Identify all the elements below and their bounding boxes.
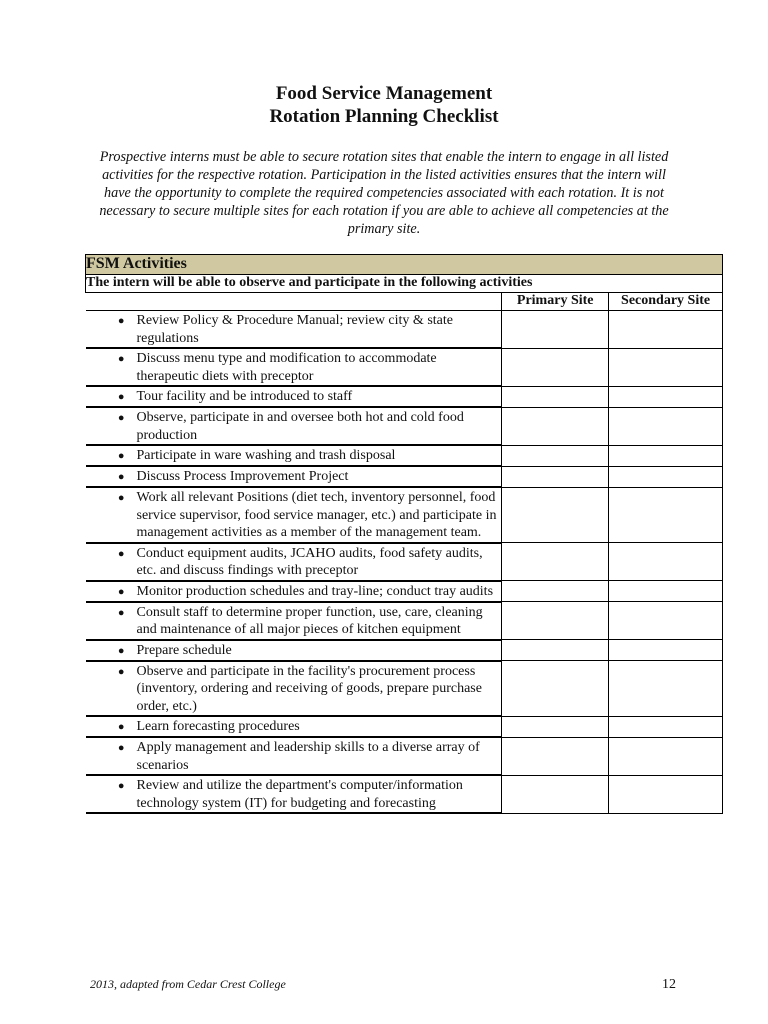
bullet-icon: ●: [117, 450, 125, 462]
activity-cell: [86, 775, 502, 813]
activity-column-header: [86, 293, 502, 311]
bullet-icon: ●: [117, 742, 125, 754]
bullet-icon: ●: [117, 412, 125, 424]
primary-site-cell[interactable]: [502, 407, 609, 445]
primary-site-cell[interactable]: [502, 602, 609, 640]
footer-credit: 2013, adapted from Cedar Crest College: [90, 977, 286, 991]
column-header-row: [86, 293, 723, 311]
activity-row: [86, 661, 723, 717]
secondary-site-header: Secondary Site: [609, 293, 723, 311]
primary-site-cell[interactable]: [502, 386, 609, 407]
secondary-site-cell[interactable]: [609, 348, 723, 386]
activity-row: [86, 407, 723, 445]
document-title: Food Service Management: [275, 83, 493, 104]
activity-cell: [86, 348, 502, 386]
checklist-table: [85, 254, 723, 814]
activity-row: [86, 487, 723, 543]
secondary-site-cell[interactable]: [609, 407, 723, 445]
activity-text: Apply management and leadership skills to a diverse array of scenarios: [136, 740, 480, 773]
bullet-icon: ●: [117, 606, 125, 619]
activity-text: Discuss menu type and modification to accommodate therapeutic diets with preceptor: [136, 351, 437, 384]
page-number: 12: [662, 977, 676, 992]
primary-site-cell[interactable]: [502, 737, 609, 775]
secondary-site-cell[interactable]: [609, 581, 723, 602]
bullet-icon: ●: [117, 353, 125, 365]
primary-site-header: Primary Site: [502, 293, 609, 311]
activity-text: Discuss Process Improvement Project: [136, 469, 349, 484]
activity-row: [86, 640, 723, 661]
activity-row: [86, 311, 723, 349]
secondary-site-cell[interactable]: [609, 311, 723, 349]
activity-cell: [86, 737, 502, 775]
secondary-site-cell[interactable]: [609, 661, 723, 717]
primary-site-cell[interactable]: [502, 640, 609, 661]
secondary-site-cell[interactable]: [609, 737, 723, 775]
secondary-site-cell[interactable]: [609, 602, 723, 640]
primary-site-cell[interactable]: [502, 348, 609, 386]
activity-text: Participate in ware washing and trash disposal: [136, 448, 396, 463]
bullet-icon: ●: [117, 391, 125, 403]
section-header-row: [86, 255, 723, 275]
bullet-icon: ●: [117, 780, 125, 792]
activity-text: Conduct equipment audits, JCAHO audits, food safety audits, etc. and discuss findings with preceptor: [136, 545, 483, 578]
activity-row: [86, 775, 723, 813]
activity-text: Prepare schedule: [136, 642, 232, 658]
activity-cell: [86, 581, 502, 602]
primary-site-cell[interactable]: [502, 311, 609, 349]
bullet-icon: ●: [117, 644, 125, 657]
activity-cell: [86, 640, 502, 661]
bullet-icon: ●: [117, 585, 125, 598]
activity-cell: [86, 716, 502, 737]
secondary-site-cell[interactable]: [609, 445, 723, 466]
activity-text: Work all relevant Positions (diet tech, inventory personnel, food service supervisor, food service manager, etc.) and participate in management activities as a member of the management team.: [136, 490, 497, 540]
activity-cell: [86, 602, 502, 640]
primary-site-cell[interactable]: [502, 661, 609, 717]
activity-row: [86, 716, 723, 737]
secondary-site-cell[interactable]: [609, 487, 723, 543]
activity-cell: [86, 445, 502, 466]
activity-text: Review Policy & Procedure Manual; review city & state regulations: [136, 313, 453, 346]
bullet-icon: ●: [117, 721, 125, 733]
activity-text: Tour facility and be introduced to staff: [136, 389, 353, 404]
secondary-site-cell[interactable]: [609, 386, 723, 407]
secondary-site-cell[interactable]: [609, 466, 723, 487]
primary-site-cell[interactable]: [502, 775, 609, 813]
section-subtitle: The intern will be able to observe and participate in the following activities: [86, 275, 723, 293]
activity-cell: [86, 466, 502, 487]
activity-cell: [86, 311, 502, 349]
activity-cell: [86, 661, 502, 717]
secondary-site-cell[interactable]: [609, 543, 723, 581]
document-subtitle: Rotation Planning Checklist: [269, 106, 499, 127]
bullet-icon: ●: [117, 471, 125, 483]
activity-row: [86, 543, 723, 581]
activity-text: Monitor production schedules and tray-line; conduct tray audits: [136, 583, 494, 599]
bullet-icon: ●: [117, 492, 125, 504]
secondary-site-cell[interactable]: [609, 640, 723, 661]
primary-site-cell[interactable]: [502, 466, 609, 487]
activity-cell: [86, 407, 502, 445]
activity-row: [86, 602, 723, 640]
activity-text: Consult staff to determine proper function, use, care, cleaning and maintenance of all major pieces of kitchen equipment: [136, 604, 483, 637]
activity-text: Learn forecasting procedures: [136, 719, 300, 734]
primary-site-cell[interactable]: [502, 445, 609, 466]
activity-text: Review and utilize the department's computer/information technology system (IT) for budgeting and forecasting: [136, 778, 463, 811]
activity-row: [86, 466, 723, 487]
primary-site-cell[interactable]: [502, 581, 609, 602]
primary-site-cell[interactable]: [502, 487, 609, 543]
activity-row: [86, 737, 723, 775]
activity-cell: [86, 386, 502, 407]
activity-row: [86, 386, 723, 407]
intro-paragraph: Prospective interns must be able to secure rotation sites that enable the intern to engage in all listed activities for the respective rotation. Participation in the listed activities ensures that the intern will have the opportunity to complete the required competencies associated with each rotation. It is not necessary to secure multiple sites for each rotation if you are able to achieve all competencies at the primary site.: [99, 149, 669, 237]
bullet-icon: ●: [117, 665, 125, 678]
bullet-icon: ●: [117, 315, 125, 327]
activity-row: [86, 581, 723, 602]
bullet-icon: ●: [117, 547, 125, 560]
activity-cell: [86, 487, 502, 543]
activity-text: Observe, participate in and oversee both hot and cold food production: [136, 410, 464, 443]
secondary-site-cell[interactable]: [609, 716, 723, 737]
activity-row: [86, 348, 723, 386]
primary-site-cell[interactable]: [502, 543, 609, 581]
secondary-site-cell[interactable]: [609, 775, 723, 813]
section-title: FSM Activities: [86, 255, 723, 275]
subtitle-row: [86, 275, 723, 293]
activity-cell: [86, 543, 502, 581]
primary-site-cell[interactable]: [502, 716, 609, 737]
activity-row: [86, 445, 723, 466]
title-block: [0, 82, 768, 128]
activity-text: Observe and participate in the facility's procurement process (inventory, ordering and receiving of goods, prepare purchase order, etc.): [136, 663, 482, 714]
